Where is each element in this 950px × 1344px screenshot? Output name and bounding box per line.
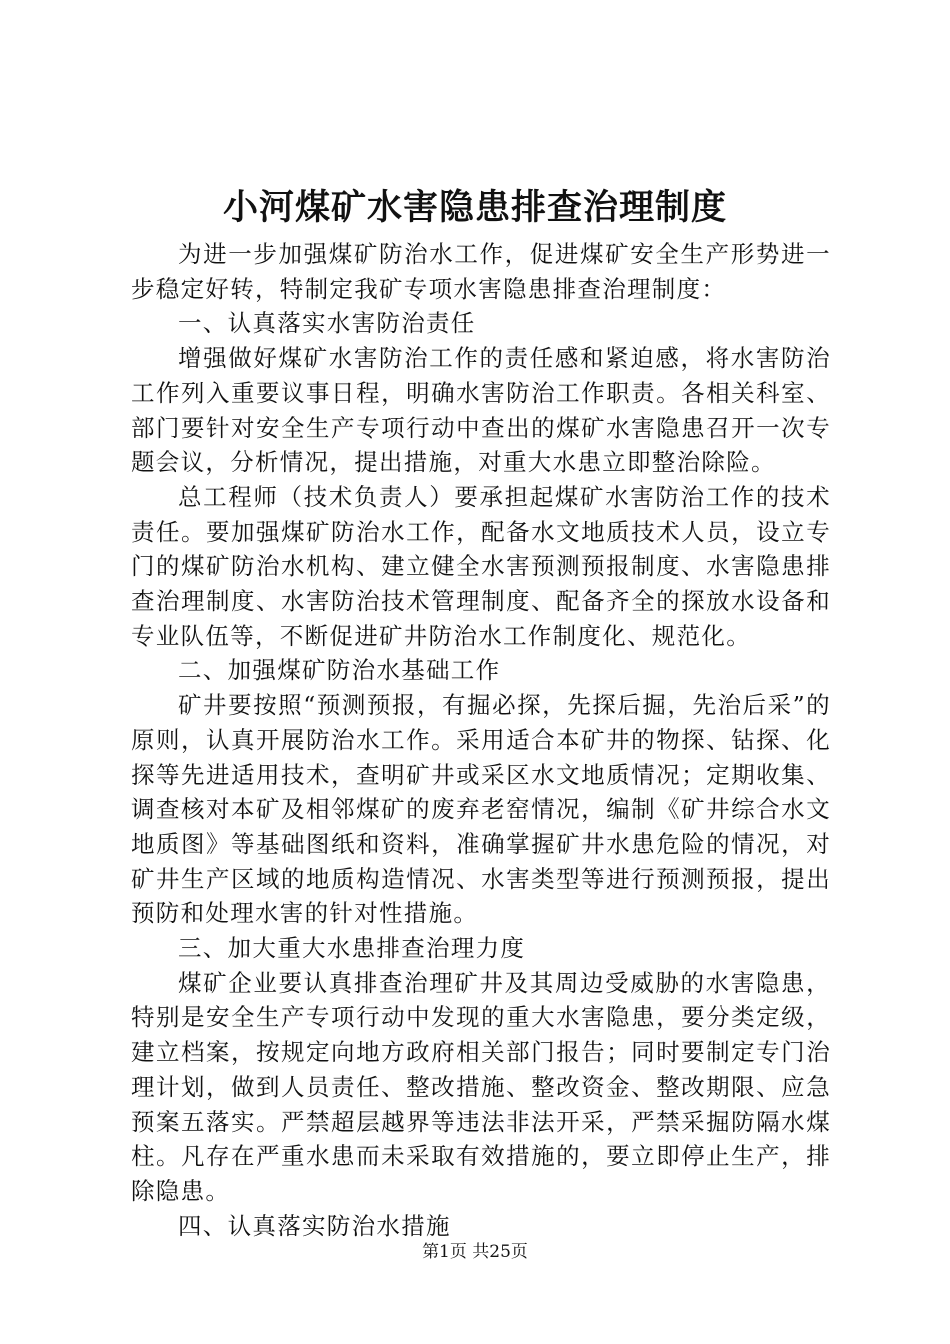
section-3-paragraph-1: 煤矿企业要认真排查治理矿井及其周边受威胁的水害隐患，特别是安全生产专项行动中发现的重大水害隐患，要分类定级，建立档案，按规定向地方政府相关部门报告；同时要制定专门治理计划，做到人员责任、整改措施、整改资金、整改期限、应急预案五落实。严禁超层越界等违法非法开采，严禁采掘防隔水煤柱。凡存在严重水患而未采取有效措施的，要立即停止生产，排除隐患。	[131, 968, 831, 1205]
page-number-footer: 第1页 共25页	[422, 1242, 528, 1262]
section-2-paragraph-1: 矿井要按照“预测预报，有掘必探，先探后掘，先治后采”的原则，认真开展防治水工作。采用适合本矿井的物探、钻探、化探等先进适用技术，查明矿井或采区水文地质情况；定期收集、调查核对本矿及相邻煤矿的废弃老窑情况，编制《矿井综合水文地质图》等基础图纸和资料，准确掌握矿井水患危险的情况，对矿井生产区域的地质构造情况、水害类型等进行预测预报，提出预防和处理水害的针对性措施。	[131, 691, 831, 928]
section-heading-2: 二、加强煤矿防治水基础工作	[178, 656, 501, 685]
section-heading-3: 三、加大重大水患排查治理力度	[178, 934, 526, 963]
intro-paragraph: 为进一步加强煤矿防治水工作，促进煤矿安全生产形势进一步稳定好转，特制定我矿专项水害隐患排查治理制度：	[131, 240, 831, 303]
section-1-paragraph-2: 总工程师（技术负责人）要承担起煤矿水害防治工作的技术责任。要加强煤矿防治水工作，配备水文地质技术人员，设立专门的煤矿防治水机构、建立健全水害预测预报制度、水害隐患排查治理制度、水害防治技术管理制度、配备齐全的探放水设备和专业队伍等，不断促进矿井防治水工作制度化、规范化。	[131, 482, 831, 650]
section-1-paragraph-1: 增强做好煤矿水害防治工作的责任感和紧迫感，将水害防治工作列入重要议事日程，明确水害防治工作职责。各相关科室、部门要针对安全生产专项行动中查出的煤矿水害隐患召开一次专题会议，分析情况，提出措施，对重大水患立即整治除险。	[131, 344, 831, 477]
document-body	[131, 237, 831, 1243]
section-heading-4: 四、认真落实防治水措施	[178, 1211, 451, 1240]
document-title: 小河煤矿水害隐患排查治理制度	[222, 187, 727, 228]
section-heading-1: 一、认真落实水害防治责任	[178, 309, 476, 338]
